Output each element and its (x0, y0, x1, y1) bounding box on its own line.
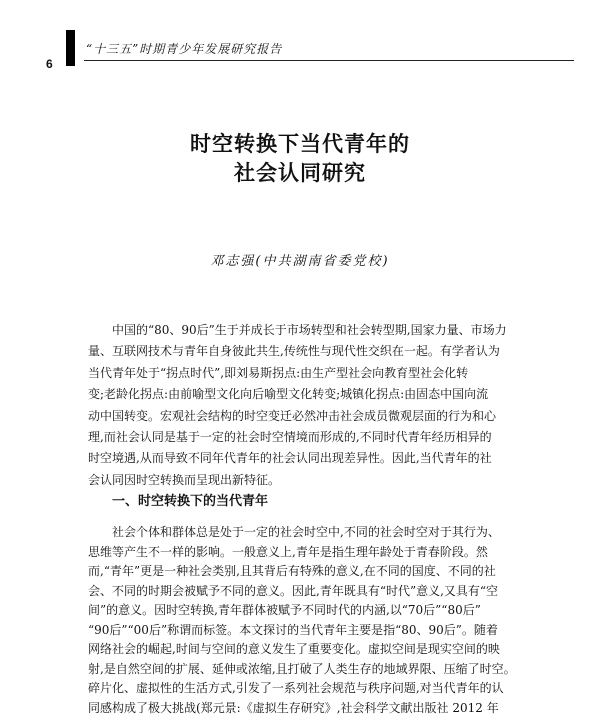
body-line: 社会个体和群体总是处于一定的社会时空中,不同的社会时空对于其行为、 (112, 525, 500, 539)
article-title (0, 130, 600, 188)
body-paragraph (88, 523, 528, 714)
abstract-line: 理,而社会认同是基于一定的社会时空情境而形成的,不同时代青年经历相异的 (88, 430, 492, 445)
abstract-line: 当代青年处于“拐点时代”,即刘易斯拐点:由生产型社会向教育型社会化转 (88, 365, 469, 380)
body-line: 网络社会的崛起,时间与空间的意义发生了重要变化。虚拟空间是现实空间的映 (88, 642, 500, 656)
body-line: 间”的意义。因时空转换,青年群体被赋予不同时代的内涵,以“70后”“80后” (88, 603, 481, 617)
body-line: 碎片化、虚拟性的生活方式,引发了一系列社会规范与秩序问题,对当代青年的认 (88, 681, 504, 695)
section-heading: 一、时空转换下的当代青年 (112, 494, 269, 509)
body-line: 射,是自然空间的扩展、延伸或浓缩,且打破了人类生存的地域界限、压缩了时空。 (88, 661, 516, 676)
header-bar (66, 30, 75, 66)
abstract-line: 量、互联网技术与青年自身彼此共生,传统性与现代性交织在一起。有学者认为 (88, 344, 500, 359)
title-line-1: 时空转换下当代青年的 (190, 132, 410, 156)
body-line: 而,“青年”更是一种社会类别,且其背后有特殊的意义,在不同的国度、不同的社 (88, 564, 496, 578)
body-line: 思维等产生不一样的影响。一般意义上,青年是指生理年龄处于青春阶段。然 (88, 544, 488, 559)
abstract-paragraph (88, 320, 528, 491)
author-line: 邓志强(中共湖南省委党校) (210, 254, 390, 269)
title-line-2: 社会认同研究 (234, 161, 366, 185)
abstract-line: 会认同因时空转换而呈现出新特征。 (88, 472, 281, 487)
header-rule (84, 60, 574, 61)
abstract-line: 动中国转变。宏观社会结构的时空变迁必然冲击社会成员微观层面的行为和心 (88, 408, 497, 423)
abstract-line: 变;老龄化拐点:由前喻型文化向后喻型文化转变;城镇化拐点:由固态中国向流 (88, 387, 489, 402)
abstract-line: 中国的“80、90后”生于并成长于市场转型和社会转型期,国家力量、市场力 (112, 323, 507, 337)
body-line: 会、不同的时期会被赋予不同的意义。因此,青年既具有“时代”意义,又具有“空 (88, 583, 499, 598)
running-header: “十三五”时期青少年发展研究报告 (86, 42, 283, 56)
body-line: “90后”“00后”称谓而标签。本文探讨的当代青年主要是指“80、90后”。随着 (88, 622, 498, 637)
body-line: 同感构成了极大挑战(郑元景:《虚拟生存研究》,社会科学文献出版社 2012 年 (88, 700, 499, 714)
abstract-line: 时空境遇,从而导致不同年代青年的社会认同出现差异性。因此,当代青年的社 (88, 451, 492, 466)
page-number: 6 (46, 57, 53, 71)
